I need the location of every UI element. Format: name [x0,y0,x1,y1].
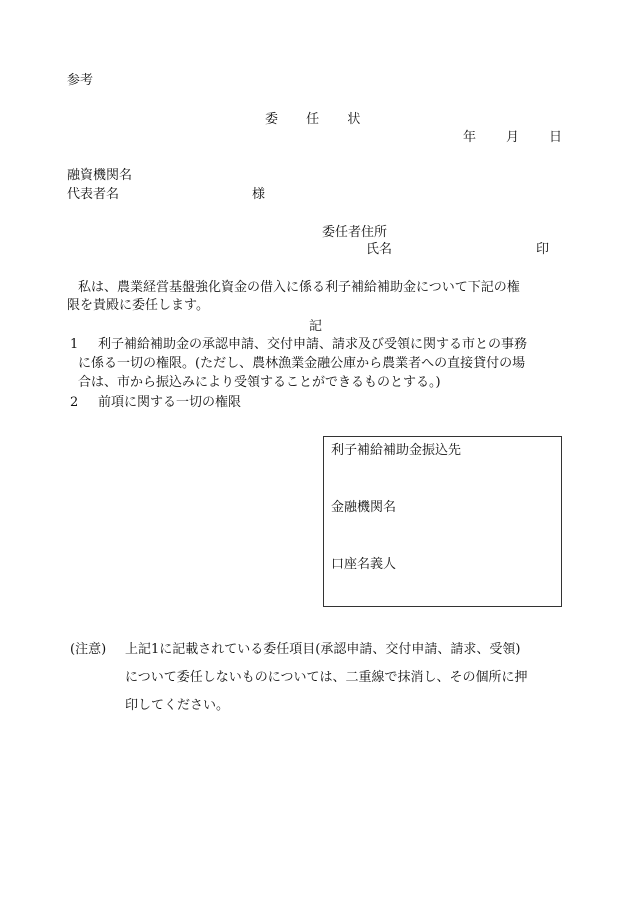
bank-name-label: 金融機関名 [331,500,397,515]
account-holder-label: 口座名義人 [331,557,397,572]
intro-line-1: 私は、農業経営基盤強化資金の借入に係る利子補給補助金について下記の権 [78,280,520,295]
delegator-name-label: 氏名 [366,242,393,257]
item-2-number: 2 [70,395,79,410]
item-1-line-3: 合は、市から振込みにより受領することができるものとする。) [78,375,441,390]
date-year: 年 [463,130,477,145]
institution-name-label: 融資機関名 [67,168,133,183]
item-1-number: 1 [70,337,79,352]
note-line-1: 上記1に記載されている委任項目(承認申請、交付申請、請求、受領) [125,642,521,657]
seal-mark: 印 [536,242,550,257]
ki-heading: 記 [309,319,323,334]
note-label: (注意) [70,642,107,657]
note-line-2: について委任しないものについては、二重線で抹消し、その個所に押 [125,670,528,685]
date-day: 日 [549,130,563,145]
item-2-text: 前項に関する一切の権限 [98,395,242,410]
date-month: 月 [506,130,520,145]
title-char-2: 任 [306,112,320,127]
title-char-3: 状 [347,112,361,127]
title-char-1: 委 [265,112,279,127]
item-1-line-2: に係る一切の権限。(ただし、農林漁業金融公庫から農業者への直接貸付の場 [78,356,526,371]
transfer-destination-box [323,436,562,607]
intro-line-2: 限を貴殿に委任します。 [67,298,209,313]
delegator-address-label: 委任者住所 [322,225,388,240]
item-1-line-1: 利子補給補助金の承認申請、交付申請、請求及び受領に関する市との事務 [98,337,528,352]
honorific-sama: 様 [252,187,266,202]
header-label: 参考 [67,73,94,88]
document-title [265,111,384,129]
representative-name-label: 代表者名 [67,187,120,202]
transfer-box-title: 利子補給補助金振込先 [331,443,462,458]
note-line-3: 印してください。 [125,698,230,713]
